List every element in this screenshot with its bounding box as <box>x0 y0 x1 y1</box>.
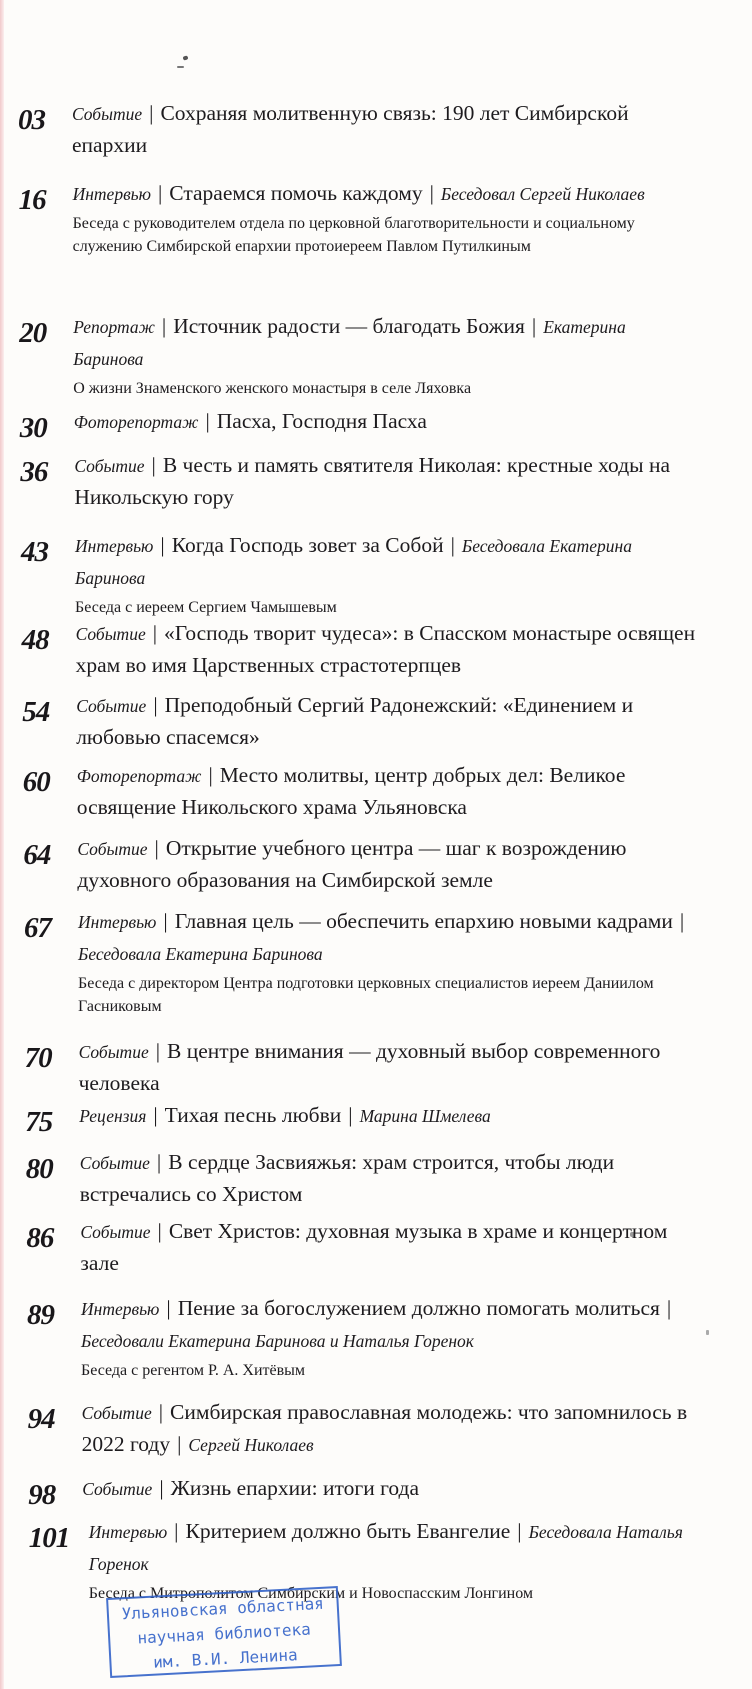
stamp-line: им. В.И. Ленина <box>152 1645 299 1672</box>
entry-description: Беседа с иереем Сергием Чамышевым <box>75 599 337 616</box>
separator: | <box>177 1432 182 1456</box>
entry-author: Сергей Николаев <box>188 1435 314 1455</box>
entry-category: Событие <box>72 104 143 124</box>
entry-title: Главная цель — обеспечить епархию новыми кадрами <box>174 909 673 933</box>
entry-description: О жизни Знаменского женского монастыря в селе Ляховка <box>73 380 472 397</box>
entry-category: Фоторепортаж <box>76 766 202 786</box>
entry-category: Интервью <box>75 536 154 556</box>
toc-entry[interactable] <box>27 1293 707 1382</box>
entry-body <box>79 1036 705 1099</box>
entry-category: Интервью <box>72 184 151 204</box>
entry-category: Интервью <box>81 1299 160 1319</box>
entry-title: Тихая песнь любви <box>164 1103 342 1127</box>
entry-headline <box>82 1473 708 1505</box>
entry-body <box>72 98 698 161</box>
entry-author: Марина Шмелева <box>359 1106 491 1126</box>
separator: | <box>160 533 165 557</box>
toc-entry[interactable] <box>21 530 701 619</box>
separator: | <box>450 533 455 557</box>
separator: | <box>666 1296 672 1320</box>
entry-category: Событие <box>81 1403 152 1423</box>
entry-title: Преподобный Сергий Радонежский: «Единением и любовью спасемся» <box>76 693 634 749</box>
toc-entry[interactable] <box>26 1147 706 1210</box>
entry-title: Открытие учебного центра — шаг к возрождению духовного образования на Симбирской земле <box>77 836 627 892</box>
entry-body <box>82 1397 708 1461</box>
entry-body <box>73 311 699 400</box>
entry-headline <box>77 833 703 896</box>
toc-entry[interactable] <box>28 1397 708 1461</box>
entry-body <box>75 530 701 619</box>
entry-description: Беседа с директором Центра подготовки церковных специалистов иереем Даниилом Гасниковым <box>78 975 654 1015</box>
separator: | <box>153 1103 158 1127</box>
entry-title: В центре внимания — духовный выбор современного человека <box>78 1039 661 1095</box>
entry-body <box>74 406 700 438</box>
separator: | <box>174 1519 179 1543</box>
entry-title: Сохраняя молитвенную связь: 190 лет Симбирской епархии <box>72 101 629 157</box>
separator: | <box>154 836 159 860</box>
separator: | <box>156 1150 162 1174</box>
entry-title: Пасха, Господня Пасха <box>216 409 427 433</box>
toc-entry[interactable] <box>25 1100 705 1138</box>
entry-category: Событие <box>80 1222 151 1242</box>
toc-entry[interactable] <box>25 1036 705 1099</box>
toc-entry[interactable] <box>28 1473 708 1511</box>
separator: | <box>152 621 158 645</box>
toc-entry[interactable] <box>20 450 700 513</box>
page-number: 64 <box>23 839 51 871</box>
entry-headline <box>76 690 702 753</box>
entry-title: В честь и память святителя Николая: крестные ходы на Никольскую гору <box>74 453 670 509</box>
entry-headline <box>74 406 700 438</box>
entry-category: Событие <box>78 1042 149 1062</box>
page-number: 89 <box>27 1299 54 1331</box>
toc-entry[interactable] <box>24 906 704 1018</box>
page-number: 43 <box>21 536 48 568</box>
entry-category: Фоторепортаж <box>73 412 199 432</box>
entry-category: Интервью <box>88 1522 168 1542</box>
paper-speck <box>182 55 188 60</box>
entry-author: Беседовал Сергей Николаев <box>440 184 645 204</box>
entry-description: Беседа с регентом Р. А. Хитёвым <box>81 1362 306 1379</box>
toc-entry[interactable] <box>29 1516 709 1605</box>
toc-entry[interactable] <box>26 1216 706 1279</box>
entry-category: Событие <box>79 1153 150 1173</box>
separator: | <box>531 314 537 338</box>
entry-body <box>76 690 702 753</box>
entry-body <box>77 833 703 896</box>
entry-category: Событие <box>74 456 145 476</box>
entry-headline <box>82 1397 708 1461</box>
entry-headline <box>74 450 700 513</box>
entry-category: Событие <box>76 696 147 716</box>
page-number: 86 <box>26 1222 54 1254</box>
separator: | <box>517 1519 522 1543</box>
entry-category: Событие <box>82 1479 153 1499</box>
entry-body <box>74 450 700 513</box>
toc-entry[interactable] <box>22 690 702 753</box>
page-edge <box>0 0 4 1689</box>
page-number: 20 <box>19 317 47 349</box>
separator: | <box>208 763 213 787</box>
entry-title: Пение за богослужением должно помогать молиться <box>177 1296 660 1320</box>
entry-body <box>81 1293 707 1382</box>
entry-headline <box>79 1036 705 1099</box>
entry-category: Рецензия <box>79 1106 147 1126</box>
entry-body <box>73 178 699 258</box>
entry-headline <box>80 1216 706 1279</box>
separator: | <box>161 314 167 338</box>
entry-author: Беседовала Екатерина Баринова <box>78 944 323 964</box>
entry-title: Симбирская православная молодежь: что запомнилось в 2022 году <box>81 1400 688 1456</box>
entry-author: Беседовали Екатерина Баринова и Наталья Горенок <box>81 1331 474 1351</box>
entry-body <box>89 1516 709 1605</box>
separator: | <box>163 909 168 933</box>
separator: | <box>153 693 158 717</box>
entry-category: Событие <box>75 624 146 644</box>
toc-entry[interactable] <box>19 178 699 258</box>
entry-headline <box>78 906 704 970</box>
entry-description: Беседа с руководителем отдела по церковной благотворительности и социальному служению Симбирской епархии протоиереем Павлом Путилкиным <box>72 215 635 255</box>
page-number: 75 <box>25 1106 53 1138</box>
page-number: 67 <box>24 912 51 944</box>
entry-body <box>80 1216 706 1279</box>
entry-title: Критерием должно быть Евангелие <box>185 1519 511 1543</box>
page-number: 60 <box>22 766 50 798</box>
toc-entry[interactable] <box>18 98 698 161</box>
entry-title: Источник радости — благодать Божия <box>173 314 525 338</box>
page-number: 94 <box>27 1403 55 1435</box>
page-number: 54 <box>22 696 50 728</box>
page-number: 98 <box>28 1479 56 1511</box>
separator: | <box>155 1039 161 1063</box>
page-number: 30 <box>19 412 47 444</box>
separator: | <box>149 101 154 125</box>
entry-headline <box>76 618 702 681</box>
page-number: 16 <box>18 184 46 216</box>
stamp-line: научная библиотека <box>136 1619 312 1648</box>
separator: | <box>679 909 685 933</box>
toc-entry[interactable] <box>19 406 700 444</box>
page-number: 80 <box>25 1153 53 1185</box>
paper-speck <box>177 66 184 68</box>
entry-title: Когда Господь зовет за Собой <box>171 533 444 557</box>
entry-body <box>77 760 703 823</box>
entry-headline <box>72 98 698 161</box>
entry-title: Жизнь епархии: итоги года <box>170 1476 419 1500</box>
entry-category: Репортаж <box>73 317 155 337</box>
entry-body <box>79 1100 705 1132</box>
entry-body <box>76 618 702 681</box>
library-stamp <box>106 1586 342 1678</box>
toc-entry[interactable] <box>19 311 699 400</box>
separator: | <box>348 1103 353 1127</box>
entry-headline <box>77 760 703 823</box>
entry-body <box>82 1473 708 1505</box>
entry-headline <box>81 1293 707 1357</box>
entry-headline <box>73 311 699 375</box>
entry-title: Стараемся помочь каждому <box>169 181 423 205</box>
separator: | <box>159 1476 164 1500</box>
page-number: 101 <box>28 1522 70 1554</box>
page-number: 70 <box>24 1042 52 1074</box>
entry-title: В сердце Засвияжья: храм строится, чтобы люди встречались со Христом <box>79 1150 615 1206</box>
entry-author: Екатерина Баринова <box>73 317 626 369</box>
entry-headline <box>73 178 699 210</box>
entry-title: Место молитвы, центр добрых дел: Великое освящение Никольского храма Ульяновска <box>76 763 626 819</box>
entry-title: «Господь творит чудеса»: в Спасском монастыре освящен храм во имя Царственных страстотерпцев <box>75 621 696 677</box>
page-number: 03 <box>18 104 45 136</box>
entry-author: Беседовала Екатерина Баринова <box>75 536 632 588</box>
separator: | <box>158 1400 164 1424</box>
page-number: 48 <box>21 624 49 656</box>
entry-headline <box>79 1100 705 1132</box>
separator: | <box>157 1219 162 1243</box>
separator: | <box>157 181 163 205</box>
entry-body <box>80 1147 706 1210</box>
toc-entry[interactable] <box>23 833 703 896</box>
separator: | <box>166 1296 171 1320</box>
page-number: 36 <box>20 456 48 488</box>
entry-description: Беседа с Митрополитом Симбирским и Новоспасским Лонгином <box>88 1585 534 1602</box>
toc-entry[interactable] <box>23 760 703 823</box>
entry-category: Событие <box>77 839 148 859</box>
separator: | <box>151 453 156 477</box>
entry-body <box>78 906 704 1018</box>
stamp-line: Ульяновская областная <box>121 1593 325 1624</box>
entry-headline <box>80 1147 706 1210</box>
toc-entry[interactable] <box>22 618 702 681</box>
entry-category: Интервью <box>78 912 157 932</box>
entry-author: Беседовала Наталья Горенок <box>88 1522 683 1574</box>
separator: | <box>429 181 434 205</box>
entry-headline <box>75 530 701 594</box>
separator: | <box>205 409 210 433</box>
entry-headline <box>89 1516 709 1580</box>
entry-title: Свет Христов: духовная музыка в храме и концертном зале <box>80 1219 668 1275</box>
